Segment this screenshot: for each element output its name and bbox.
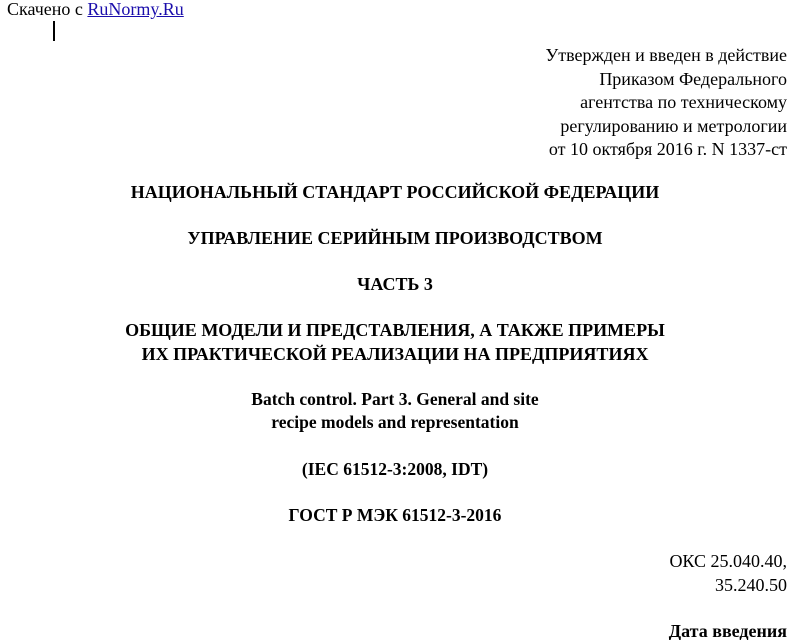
subtitle-line: ОБЩИЕ МОДЕЛИ И ПРЕДСТАВЛЕНИЯ, А ТАКЖЕ ПРИМЕРЫ <box>125 320 665 340</box>
iec-reference: (IEC 61512-3:2008, IDT) <box>301 459 489 479</box>
standard-title: УПРАВЛЕНИЕ СЕРИЙНЫМ ПРОИЗВОДСТВОМ <box>187 228 603 248</box>
source-link[interactable]: RuNormy.Ru <box>87 0 184 19</box>
oks-line: 35.240.50 <box>715 574 787 595</box>
text-cursor <box>53 21 55 41</box>
standard-type-heading: НАЦИОНАЛЬНЫЙ СТАНДАРТ РОССИЙСКОЙ ФЕДЕРАЦИИ <box>130 182 660 202</box>
approval-line: регулированию и метрологии <box>560 115 787 136</box>
gost-designation: ГОСТ Р МЭК 61512-3-2016 <box>288 505 502 525</box>
english-title-line: Batch control. Part 3. General and site <box>251 389 539 409</box>
standard-part: ЧАСТЬ 3 <box>357 274 433 294</box>
english-title <box>0 388 790 434</box>
standard-subtitle <box>0 318 790 366</box>
approval-line: Утвержден и введен в действие <box>545 45 787 65</box>
approval-line: от 10 октября 2016 г. N 1337-ст <box>548 139 787 159</box>
approval-block <box>545 44 787 162</box>
oks-line: ОКС 25.040.40, <box>669 551 787 571</box>
approval-line: Приказом Федерального <box>599 68 787 89</box>
oks-codes <box>669 550 787 597</box>
approval-line: агентства по техническому <box>580 92 787 112</box>
english-title-line: recipe models and representation <box>271 412 519 432</box>
intro-date-label: Дата введения <box>668 621 787 640</box>
source-line <box>7 0 184 19</box>
source-prefix: Скачено с <box>7 0 83 19</box>
subtitle-line: ИХ ПРАКТИЧЕСКОЙ РЕАЛИЗАЦИИ НА ПРЕДПРИЯТИЯХ <box>141 344 649 364</box>
